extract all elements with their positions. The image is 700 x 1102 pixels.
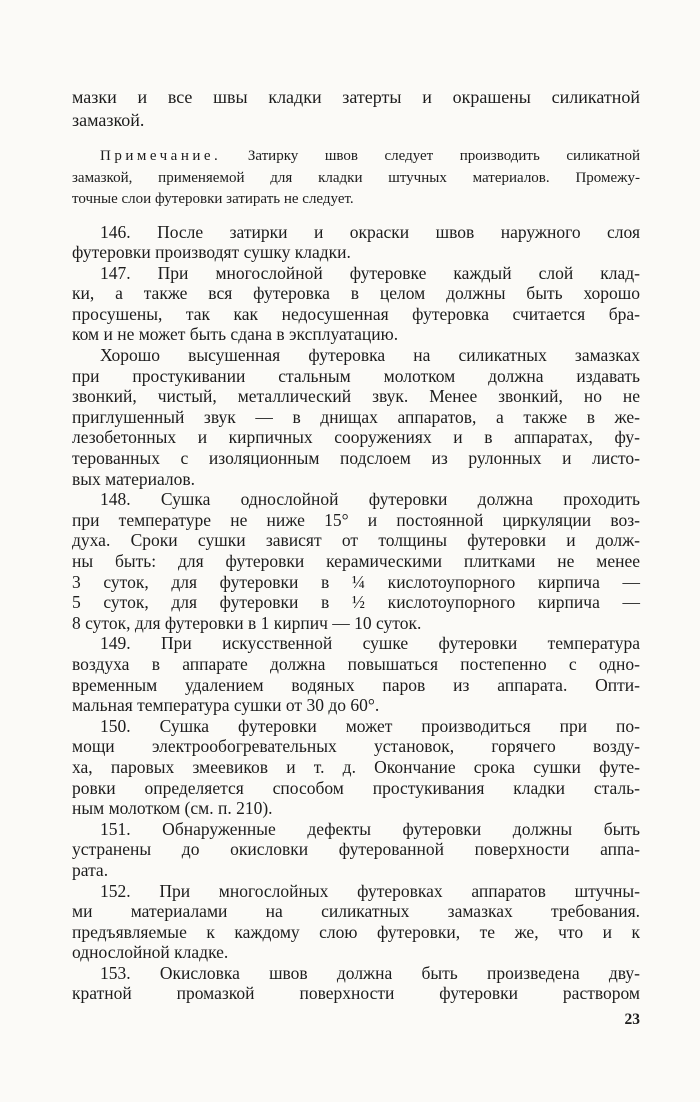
paragraph-continuation xyxy=(72,86,640,132)
text-line: рата. xyxy=(72,859,109,880)
text-line: замазкой. xyxy=(72,110,145,130)
text-line: звонкий, чистый, металлический звук. Менее звонкий, но не xyxy=(72,386,640,407)
paragraph-body xyxy=(72,222,640,263)
text-line: духа. Сроки сушки зависят от толщины футеровки и долж- xyxy=(72,530,640,551)
note-label: Примечание. xyxy=(100,148,222,164)
paragraph-body xyxy=(72,819,640,881)
text-line: 152. При многослойных футеровках аппаратов штучны- xyxy=(100,880,640,901)
text-line: кратной промазкой поверхности футеровки раствором xyxy=(72,983,640,1004)
text-line: 153. Окисловка швов должна быть произведена дву- xyxy=(100,962,640,983)
text-line: при простукивании стальным молотком должна издавать xyxy=(72,365,640,386)
text-line: просушены, так как недосушенная футеровка считается бра- xyxy=(72,303,640,324)
text-line: ки, а также вся футеровка в целом должны быть хорошо xyxy=(72,283,640,304)
text-line: ком и не может быть сдана в эксплуатацию. xyxy=(72,324,399,345)
text-line: устранены до окисловки футерованной поверхности аппа- xyxy=(72,839,640,860)
text-line: ми материалами на силикатных замазках требования. xyxy=(72,901,640,922)
text-line: предъявляемые к каждому слою футеровки, те же, что и к xyxy=(72,921,640,942)
paragraph-body xyxy=(72,345,640,489)
text-line: 8 суток, для футеровки в 1 кирпич — 10 суток. xyxy=(72,612,422,633)
paragraph-note xyxy=(72,146,640,211)
paragraph-body xyxy=(72,716,640,819)
text-line: 5 суток, для футеровки в ½ кислотоупорного кирпича — xyxy=(72,592,640,613)
text-line: терованных с изоляционным подслоем из рулонных и листо- xyxy=(72,448,640,469)
text-line: ны быть: для футеровки керамическими плитками не менее xyxy=(72,551,640,571)
text-column xyxy=(72,86,640,1004)
text-line: 149. При искусственной сушке футеровки температура xyxy=(100,633,640,654)
text-line: 146. После затирки и окраски швов наружного слоя xyxy=(100,221,640,242)
text-line: мальная температура сушки от 30 до 60°. xyxy=(72,695,380,716)
text-line: 3 суток, для футеровки в ¼ кислотоупорного кирпича — xyxy=(72,571,640,592)
text-line: вых материалов. xyxy=(72,468,195,489)
text-line: приглушенный звук — в днищах аппаратов, а также в же- xyxy=(72,406,640,427)
text-line: 147. При многослойной футеровке каждый слой клад- xyxy=(100,262,640,283)
text-line: лезобетонных и кирпичных сооружениях и в аппаратах, фу- xyxy=(72,427,640,448)
text-line: Примечание. Затирку швов следует производить силикатной xyxy=(100,148,640,164)
text-line: ровки определяется способом простукивания кладки сталь- xyxy=(72,777,640,798)
text-line: при температуре не ниже 15° и постоянной циркуляции воз- xyxy=(72,509,640,530)
text-line: Хорошо высушенная футеровка на силикатных замазках xyxy=(100,345,640,366)
text-line: точные слои футеровки затирать не следует. xyxy=(72,191,354,207)
text-line: 150. Сушка футеровки может производиться при по- xyxy=(100,715,640,736)
paragraph-body xyxy=(72,963,640,1004)
paragraph-body xyxy=(72,881,640,963)
text-line: замазкой, применяемой для кладки штучных материалов. Промежу- xyxy=(72,169,640,186)
paragraph-body xyxy=(72,263,640,345)
text-line: однослойной кладке. xyxy=(72,942,229,963)
text-line: мазки и все швы кладки затерты и окрашены силикатной xyxy=(72,87,640,107)
paragraph-body xyxy=(72,489,640,633)
text-line: ха, паровых змеевиков и т. д. Окончание срока сушки футе- xyxy=(72,756,640,777)
text-line: мощи электрообогревательных установок, горячего возду- xyxy=(72,736,640,757)
text-line: футеровки производят сушку кладки. xyxy=(72,242,351,263)
page-number: 23 xyxy=(624,1011,640,1028)
text-line: 151. Обнаруженные дефекты футеровки должны быть xyxy=(100,818,640,839)
text-line: временным удалением водяных паров из аппарата. Опти- xyxy=(72,674,640,695)
text-line: 148. Сушка однослойной футеровки должна проходить xyxy=(100,489,640,510)
text-line: ным молотком (см. п. 210). xyxy=(72,798,273,819)
paragraph-body xyxy=(72,633,640,715)
text-line: воздуха в аппарате должна повышаться постепенно с одно- xyxy=(72,653,640,674)
